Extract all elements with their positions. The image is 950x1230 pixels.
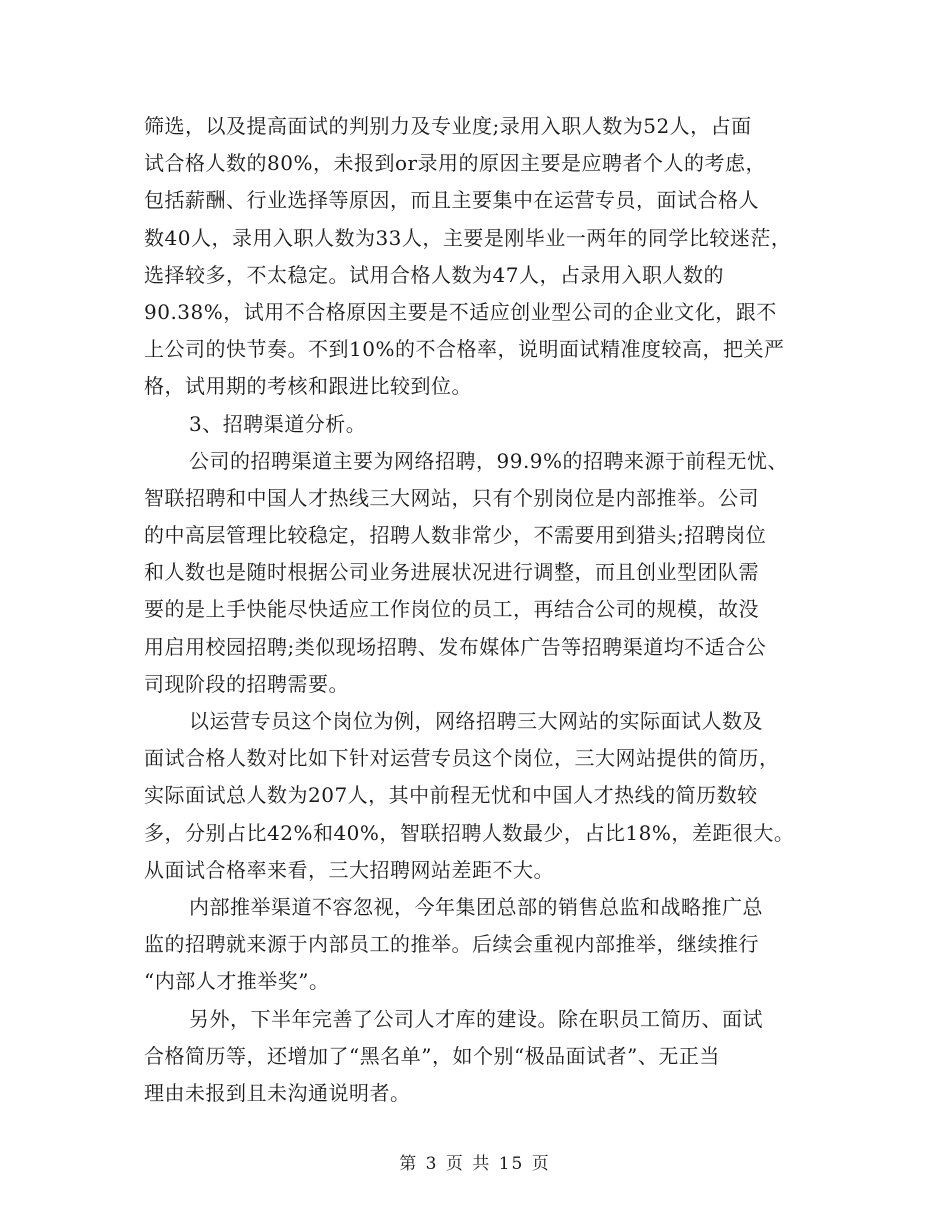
- paragraph-line: 以运营专员这个岗位为例，网络招聘三大网站的实际面试人数及: [189, 709, 763, 733]
- paragraph-line: 理由未报到且未沟通说明者。: [144, 1080, 411, 1105]
- paragraph-line: “内部人才推举奖”。: [144, 969, 330, 994]
- paragraph-line: 格，试用期的考核和跟进比较到位。: [144, 374, 472, 399]
- paragraph-line: 公司的招聘渠道主要为网络招聘，99.9%的招聘来源于前程无忧、: [189, 448, 789, 473]
- paragraph-line: 试合格人数的80%，未报到or录用的原因主要是应聘者个人的考虑，: [144, 151, 767, 176]
- paragraph-line: 用启用校园招聘;类似现场招聘、发布媒体广告等招聘渠道均不适合公: [144, 634, 767, 659]
- paragraph-line: 合格简历等，还增加了“黑名单”，如个别“极品面试者”、无正当: [144, 1043, 720, 1068]
- paragraph-line: 监的招聘就来源于内部员工的推举。后续会重视内部推举，继续推行: [144, 932, 759, 957]
- paragraph-line: 包括薪酬、行业选择等原因，而且主要集中在运营专员，面试合格人: [144, 188, 759, 213]
- paragraph-line: 另外，下半年完善了公司人才库的建设。除在职员工简历、面试: [189, 1006, 763, 1031]
- paragraph-line: 面试合格人数对比如下针对运营专员这个岗位，三大网站提供的简历，: [144, 746, 780, 771]
- paragraph-line: 的中高层管理比较稳定，招聘人数非常少，不需要用到猎头;招聘岗位: [144, 523, 767, 548]
- paragraph-line: 实际面试总人数为207人，其中前程无忧和中国人才热线的简历数较: [144, 783, 758, 808]
- body-text: [144, 108, 844, 1112]
- paragraph-line: 要的是上手快能尽快适应工作岗位的员工，再结合公司的规模，故没: [144, 597, 759, 622]
- paragraph-line: 上公司的快节奏。不到10%的不合格率，说明面试精准度较高，把关严: [144, 337, 785, 362]
- paragraph-line: 智联招聘和中国人才热线三大网站，只有个别岗位是内部推举。公司: [144, 485, 759, 510]
- page-number-footer: 第 3 页 共 15 页: [399, 1154, 551, 1174]
- paragraph-line: 内部推举渠道不容忽视，今年集团总部的销售总监和战略推广总: [189, 894, 763, 919]
- paragraph-line: 从面试合格率来看，三大招聘网站差距不大。: [144, 857, 554, 882]
- paragraph-line: 数40人，录用入职人数为33人，主要是刚毕业一两年的同学比较迷茫，: [144, 225, 792, 250]
- section-heading: 3、招聘渠道分析。: [189, 411, 367, 436]
- paragraph-line: 选择较多，不太稳定。试用合格人数为47人，占录用入职人数的: [144, 262, 724, 287]
- paragraph-line: 司现阶段的招聘需要。: [144, 671, 349, 696]
- paragraph-line: 筛选，以及提高面试的判别力及专业度;录用入职人数为52人，占面: [144, 114, 752, 138]
- paragraph-line: 多，分别占比42%和40%，智联招聘人数最少，占比18%，差距很大。: [144, 820, 795, 845]
- paragraph-line: 和人数也是随时根据公司业务进展状况进行调整，而且创业型团队需: [144, 560, 759, 585]
- paragraph-line: 90.38%，试用不合格原因主要是不适应创业型公司的企业文化，跟不: [144, 299, 777, 324]
